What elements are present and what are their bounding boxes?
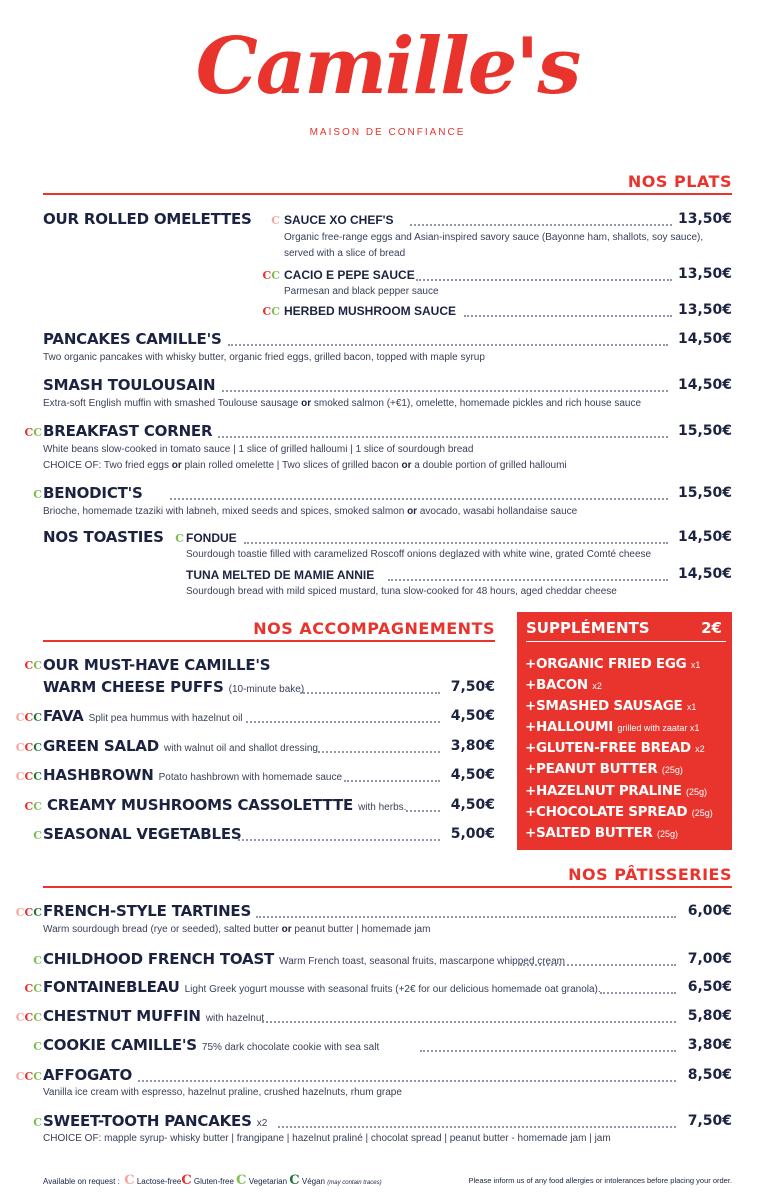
supplement-name: +CHOCOLATE SPREAD (525, 804, 688, 820)
supplement-note: x1 (686, 702, 697, 712)
menu-item-description: Parmesan and black pepper sauce (284, 286, 439, 297)
legend-label: Available on request : (43, 1177, 120, 1186)
dietary-icons (26, 1041, 42, 1053)
vegetarian-icon: C (33, 829, 42, 842)
dot-leader (170, 498, 668, 500)
dietary-icons (26, 830, 42, 842)
supplement-note: x1 (690, 660, 701, 670)
menu-item-name: CACIO E PEPE SAUCE (284, 268, 415, 282)
menu-item-price: 5,00€ (450, 826, 495, 842)
vegetarian-icon: C (33, 1116, 42, 1129)
supplement-note: grilled with zaatar x1 (617, 723, 700, 733)
desc-part: smoked salmon (+€1), omelette, homemade pickles and rich house sauce (313, 398, 642, 409)
menu-item-name: PANCAKES CAMILLE'S (43, 330, 222, 348)
supplement-item (525, 740, 705, 756)
vegetarian-icon: C (33, 1011, 42, 1024)
supplement-item (525, 698, 696, 714)
supplement-name: +SALTED BUTTER (525, 825, 653, 841)
dot-leader (420, 1050, 676, 1052)
menu-item-description: White beans slow-cooked in tomato sauce | 1 slice of grilled halloumi | 1 slice of sourdough bread (43, 444, 474, 455)
vegan-icon: C (33, 711, 42, 724)
vegetarian-icon: C (271, 305, 280, 318)
gluten-free-icon: C (24, 1011, 34, 1024)
supplement-item (525, 804, 713, 820)
menu-item-price: 15,50€ (677, 423, 732, 439)
dietary-icons (26, 955, 42, 967)
dot-leader (256, 916, 676, 918)
menu-item-note: with hazelnut (205, 1013, 265, 1024)
vegan-icon: C (289, 1173, 300, 1188)
menu-item-price: 4,50€ (450, 708, 495, 724)
section-rule (43, 886, 732, 888)
menu-item-price: 6,50€ (687, 979, 732, 995)
dot-leader (300, 692, 440, 694)
menu-item-note: with herbs. (358, 802, 407, 813)
menu-item-note: Warm French toast, seasonal fruits, mascarpone whipped cream (279, 956, 565, 967)
name-part: GREEN SALAD (43, 737, 159, 755)
menu-item-note: with walnut oil and shallot dressing (164, 743, 318, 754)
dietary-icons (26, 1117, 42, 1129)
desc-part: CHOICE OF: Two fried eggs (43, 460, 169, 471)
menu-item-note: 75% dark chocolate cookie with sea salt (201, 1042, 380, 1053)
supplement-note: (25g) (657, 829, 679, 839)
legend-vegan: Végan (301, 1177, 325, 1186)
brand-logo: Camille's (195, 21, 580, 112)
desc-part: a double portion of grilled halloumi (414, 460, 567, 471)
desc-part: Brioche, homemade tzaziki with labneh, mixed seeds and spices, smoked salmon (43, 506, 405, 517)
desc-part: avocado, wasabi hollandaise sauce (419, 506, 578, 517)
menu-item-name: OUR MUST-HAVE CAMILLE'S (43, 656, 271, 674)
menu-item-name: SAUCE XO CHEF'S (284, 213, 394, 227)
dietary-icons (14, 660, 42, 672)
name-part: HASHBROWN (43, 766, 154, 784)
section-rule (43, 640, 495, 642)
gluten-free-icon: C (262, 305, 272, 318)
menu-item-name: FONDUE (186, 531, 237, 545)
gluten-free-icon: C (24, 1070, 34, 1083)
dot-leader (244, 542, 668, 544)
supplement-name: +PEANUT BUTTER (525, 761, 658, 777)
menu-item-price: 4,50€ (450, 797, 495, 813)
dot-leader (520, 964, 676, 966)
section-title-patisseries: NOS PÂTISSERIES (568, 865, 732, 884)
supplements-title: SUPPLÉMENTS (526, 619, 650, 637)
legend-vegan-note: (may contain traces) (327, 1180, 382, 1186)
menu-item-name (43, 978, 601, 996)
allergy-notice: Please inform us of any food allergies or intolerances before placing your order. (468, 1176, 732, 1185)
name-part: CHILDHOOD FRENCH TOAST (43, 950, 275, 968)
menu-item-name: SEASONAL VEGETABLES (43, 825, 242, 843)
menu-item-name (43, 1036, 379, 1054)
toasties-title: NOS TOASTIES (43, 528, 164, 546)
supplement-note: (25g) (686, 787, 708, 797)
supplement-name: +HALLOUMI (525, 719, 613, 735)
desc-part: Extra-soft English muffin with smashed Toulouse sausage (43, 398, 299, 409)
supplement-note: (25g) (691, 808, 713, 818)
dietary-icons (2, 771, 42, 783)
dot-leader (262, 1021, 676, 1023)
supplement-item (525, 656, 700, 672)
dot-leader (222, 390, 668, 392)
name-part: CHESTNUT MUFFIN (43, 1007, 201, 1025)
vegetarian-icon: C (33, 800, 42, 813)
or-connector: or (281, 924, 292, 935)
menu-item-price: 15,50€ (677, 485, 732, 501)
dietary-icons (14, 983, 42, 995)
or-connector: or (401, 460, 412, 471)
menu-item-note: x2 (256, 1118, 268, 1129)
supplement-note: x2 (592, 681, 602, 691)
desc-part: peanut butter | homemade jam (294, 924, 431, 935)
desc-part: plain rolled omelette | Two slices of grilled bacon (184, 460, 399, 471)
dietary-icons (2, 1012, 42, 1024)
legend-gluten-free: Gluten-free (193, 1177, 234, 1186)
dot-leader (410, 224, 672, 226)
name-part: FONTAINEBLEAU (43, 978, 180, 996)
dot-leader (388, 579, 668, 581)
supplements-price: 2€ (701, 619, 722, 637)
or-connector: or (407, 506, 418, 517)
gluten-free-icon: C (24, 906, 34, 919)
vegan-icon: C (33, 906, 42, 919)
menu-item-description: served with a slice of bread (284, 248, 406, 259)
dot-leader (218, 436, 668, 438)
menu-item-description: Two organic pancakes with whisky butter, organic fried eggs, grilled bacon, topped with maple syrup (43, 352, 485, 363)
menu-item-name (43, 737, 318, 755)
lactose-free-icon: C (15, 770, 25, 783)
name-part: COOKIE CAMILLE'S (43, 1036, 197, 1054)
or-connector: or (301, 398, 312, 409)
menu-item-name: FRENCH-STYLE TARTINES (43, 902, 252, 920)
name-part: FAVA (43, 707, 84, 725)
dot-leader (318, 751, 440, 753)
section-rule (43, 193, 732, 195)
supplement-item (525, 783, 707, 799)
vegetarian-icon: C (33, 982, 42, 995)
dietary-icons (2, 1071, 42, 1083)
dot-leader (344, 780, 440, 782)
vegetarian-icon: C (33, 1070, 42, 1083)
name-part: CREAMY MUSHROOMS CASSOLETTTE (47, 796, 354, 814)
menu-item-description (43, 922, 430, 938)
menu-item-price: 14,50€ (677, 331, 732, 347)
supplement-note: (25g) (661, 765, 683, 775)
supplement-name: +BACON (525, 677, 588, 693)
supplement-name: +ORGANIC FRIED EGG (525, 656, 687, 672)
dot-leader (416, 279, 672, 281)
supplement-item (525, 677, 602, 693)
vegetarian-icon: C (33, 426, 42, 439)
supplements-rule (526, 641, 726, 642)
menu-item-price: 4,50€ (450, 767, 495, 783)
dietary-icons (2, 712, 42, 724)
menu-item-note: Split pea hummus with hazelnut oil (88, 713, 243, 724)
menu-item-name (47, 796, 406, 814)
menu-item-price: 13,50€ (677, 266, 732, 282)
dietary-icons (26, 489, 42, 501)
dietary-icons (14, 801, 42, 813)
menu-item-description: Sourdough bread with mild spiced mustard, tuna slow-cooked for 48 hours, aged cheddar cheese (186, 586, 617, 597)
dietary-legend (43, 1174, 382, 1187)
or-connector: or (171, 460, 182, 471)
menu-item-price: 3,80€ (450, 738, 495, 754)
menu-item-price: 14,50€ (677, 529, 732, 545)
menu-item-description: Vanilla ice cream with espresso, hazelnut praline, crushed hazelnuts, rhum grape (43, 1087, 402, 1098)
gluten-free-icon: C (24, 711, 34, 724)
dietary-icons (2, 907, 42, 919)
dietary-icons (2, 742, 42, 754)
vegan-icon: C (33, 741, 42, 754)
menu-item-name (43, 1112, 267, 1130)
vegetarian-icon: C (175, 532, 184, 545)
gluten-free-icon: C (24, 741, 34, 754)
dietary-icons (252, 270, 280, 282)
gluten-free-icon: C (24, 770, 34, 783)
desc-part: Warm sourdough bread (rye or seeded), salted butter (43, 924, 279, 935)
menu-item-price: 6,00€ (687, 903, 732, 919)
gluten-free-icon: C (262, 269, 272, 282)
legend-lactose-free: Lactose-free (136, 1177, 182, 1186)
supplement-name: +SMASHED SAUSAGE (525, 698, 683, 714)
lactose-free-icon: C (15, 1070, 25, 1083)
vegetarian-icon: C (33, 954, 42, 967)
lactose-free-icon: C (271, 214, 280, 227)
brand-tagline: MAISON DE CONFIANCE (309, 127, 466, 138)
vegan-icon: C (33, 770, 42, 783)
supplement-item (525, 825, 678, 841)
dot-leader (600, 992, 676, 994)
section-title-accompagnements: NOS ACCOMPAGNEMENTS (253, 619, 495, 638)
legend-vegetarian: Vegetarian (248, 1177, 288, 1186)
menu-item-name (43, 1007, 264, 1025)
menu-item-description (43, 396, 641, 412)
menu-item-name: SMASH TOULOUSAIN (43, 376, 216, 394)
supplement-item (525, 761, 683, 777)
gluten-free-icon: C (24, 659, 34, 672)
menu-item-description: CHOICE OF: mapple syrup- whisky butter | frangipane | hazelnut praliné | chocolat spread | peanut butter - homemade jam | jam (43, 1133, 611, 1144)
vegetarian-icon: C (33, 488, 42, 501)
omelettes-title: OUR ROLLED OMELETTES (43, 210, 252, 228)
gluten-free-icon: C (181, 1173, 192, 1188)
menu-item-name: AFFOGATO (43, 1066, 132, 1084)
name-part: WARM CHEESE PUFFS (43, 678, 224, 696)
dot-leader (228, 344, 668, 346)
menu-item-description (43, 504, 577, 520)
menu-item-price: 14,50€ (677, 566, 732, 582)
dot-leader (464, 315, 672, 317)
menu-item-name (43, 707, 243, 725)
menu-item-price: 7,00€ (687, 951, 732, 967)
dot-leader (406, 810, 440, 812)
section-title-plats: NOS PLATS (627, 172, 732, 191)
gluten-free-icon: C (24, 426, 34, 439)
menu-item-note: (10-minute bake) (228, 684, 305, 695)
gluten-free-icon: C (24, 982, 34, 995)
lactose-free-icon: C (15, 711, 25, 724)
menu-item-price: 13,50€ (677, 211, 732, 227)
vegetarian-icon: C (271, 269, 280, 282)
gluten-free-icon: C (24, 800, 34, 813)
dot-leader (246, 721, 440, 723)
lactose-free-icon: C (15, 1011, 25, 1024)
supplement-item (525, 719, 699, 735)
menu-item-description (43, 458, 567, 474)
vegetarian-icon: C (33, 1040, 42, 1053)
menu-item-name: BREAKFAST CORNER (43, 422, 213, 440)
menu-item-name (43, 950, 565, 968)
name-part: SWEET-TOOTH PANCAKES (43, 1112, 252, 1130)
menu-item-price: 8,50€ (687, 1067, 732, 1083)
dietary-icons (168, 533, 184, 545)
menu-item-price: 3,80€ (687, 1037, 732, 1053)
menu-item-name: HERBED MUSHROOM SAUCE (284, 304, 457, 318)
menu-item-note: Potato hashbrown with homemade sauce (158, 772, 343, 783)
lactose-free-icon: C (124, 1173, 135, 1188)
vegetarian-icon: C (236, 1173, 247, 1188)
menu-item-name: TUNA MELTED DE MAMIE ANNIE (186, 568, 375, 582)
dot-leader (138, 1080, 676, 1082)
dietary-icons (14, 427, 42, 439)
lactose-free-icon: C (15, 741, 25, 754)
menu-item-description: Organic free-range eggs and Asian-inspired savory sauce (Bayonne ham, shallots, soy sauce), (284, 232, 704, 243)
lactose-free-icon: C (15, 906, 25, 919)
menu-item-name (43, 766, 342, 784)
menu-item-note: Light Greek yogurt mousse with seasonal fruits (+2€ for our delicious homemade oat granola). (184, 984, 601, 995)
supplement-name: +HAZELNUT PRALINE (525, 783, 682, 799)
dietary-icons (262, 215, 280, 227)
menu-item-price: 7,50€ (450, 679, 495, 695)
dot-leader (238, 839, 440, 841)
menu-item-name (43, 678, 304, 696)
supplement-note: x2 (695, 744, 705, 754)
menu-item-price: 14,50€ (677, 377, 732, 393)
menu-item-description: Sourdough toastie filled with caramelized Roscoff onions deglazed with white wine, grated Comté cheese (186, 549, 652, 560)
dot-leader (278, 1126, 676, 1128)
vegetarian-icon: C (33, 659, 42, 672)
menu-item-price: 5,80€ (687, 1008, 732, 1024)
supplement-name: +GLUTEN-FREE BREAD (525, 740, 691, 756)
dietary-icons (252, 306, 280, 318)
menu-item-price: 7,50€ (687, 1113, 732, 1129)
menu-item-price: 13,50€ (677, 302, 732, 318)
menu-item-name: BENODICT'S (43, 484, 143, 502)
